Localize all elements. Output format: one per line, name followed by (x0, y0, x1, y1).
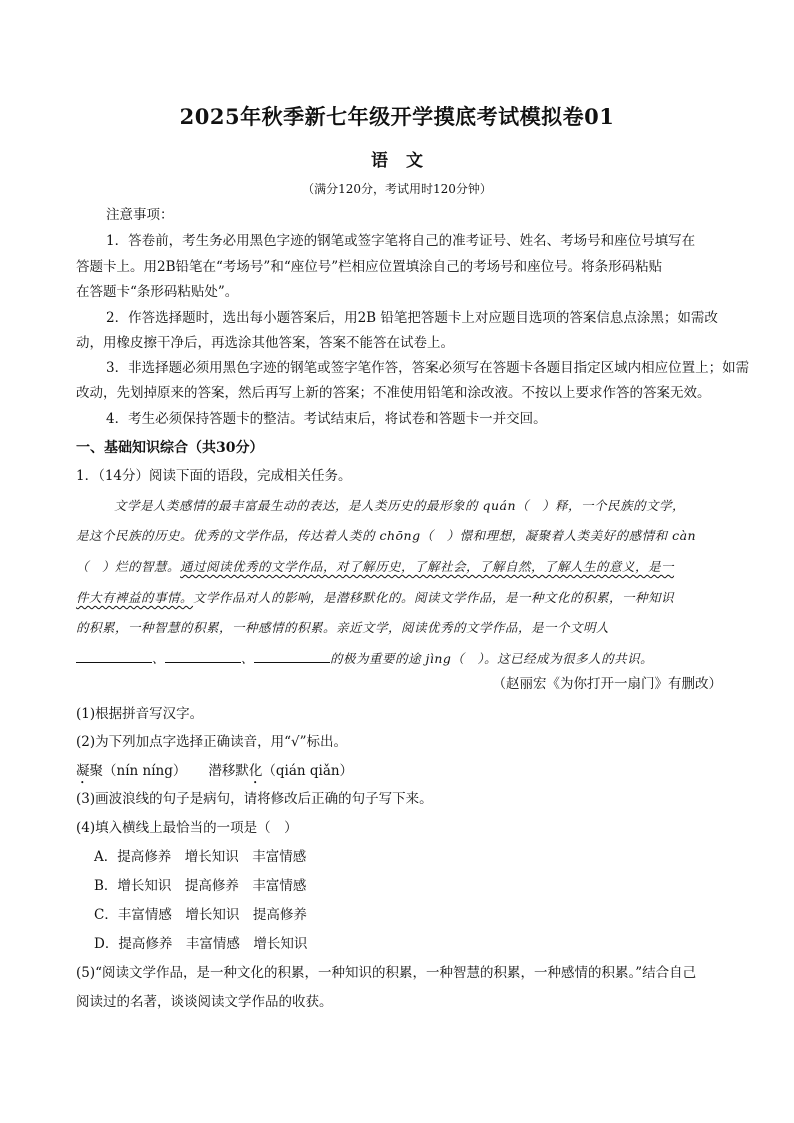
notice-line: 2．作答选择题时，选出每小题答案后，用2B 铅笔把答题卡上对应题目选项的答案信息点涂黑；如需改 (106, 310, 718, 326)
passage-line: 是这个民族的历史。优秀的文学作品，传达着人类的 chōng（ ）憬和理想，凝聚着人类美好的感情和 càn (76, 528, 697, 543)
notice-line: 改动，先划掉原来的答案，然后再写上新的答案；不准使用铅笔和涂改液。不按以上要求作答的答案无效。 (76, 385, 711, 401)
question-intro: 1．（14分）阅读下面的语段，完成相关任务。 (76, 468, 352, 484)
answer-blank[interactable] (76, 648, 152, 663)
exam-title: 2025年秋季新七年级开学摸底考试模拟卷01 (179, 104, 615, 129)
task-3: (3)画波浪线的句子是病句，请将修改后正确的句子写下来。 (76, 791, 433, 807)
notice-line: 动，用橡皮擦干净后，再选涂其他答案，答案不能答在试卷上。 (76, 335, 454, 351)
subject-heading: 语文 (371, 151, 441, 171)
notice-heading: 注意事项： (106, 207, 174, 223)
wavy-sentence: 通过阅读优秀的文学作品，对了解历史，了解社会，了解自然，了解人生的意义，是一 (180, 559, 675, 574)
passage-line: 、 、 的极为重要的途 jìng（ ）。这已经成为很多人的共识。 (76, 648, 722, 668)
notice-line: 4．考生必须保持答题卡的整洁。考试结束后，将试卷和答题卡一并交回。 (106, 411, 547, 427)
answer-blank[interactable] (165, 648, 241, 663)
notice-line: 在答题卡“条形码粘贴处”。 (76, 284, 239, 300)
passage-source: （赵丽宏《为你打开一扇门》有删改） (492, 676, 722, 692)
section-heading: 一、基础知识综合（共30分） (76, 440, 264, 456)
task-4: (4)填入横线上最恰当的一项是（ ） (76, 820, 298, 836)
passage-line: 的积累，一种智慧的积累，一种感情的积累。亲近文学，阅读优秀的文学作品，是一个文明人 (76, 620, 610, 635)
exam-meta: （满分120分，考试用时120分钟） (302, 182, 492, 196)
notice-line: 1．答卷前，考生务必用黑色字迹的钢笔或签字笔将自己的准考证号、姓名、考场号和座位号填写在 (106, 233, 696, 249)
answer-blank[interactable] (254, 648, 330, 663)
passage-line: 件大有裨益的事情。文学作品对人的影响，是潜移默化的。阅读文学作品，是一种文化的积累，一种知识 (76, 590, 675, 605)
option-a: A．提高修养 增长知识 丰富情感 (94, 849, 307, 865)
passage-line: （ ）烂的智慧。通过阅读优秀的文学作品，对了解历史，了解社会，了解自然，了解人生的意义，是一 (76, 559, 675, 574)
notice-line: 答题卡上。用2B铅笔在“考场号”和“座位号”栏相应位置填涂自己的考场号和座位号。将条形码粘贴 (76, 259, 663, 275)
option-d: D．提高修养 丰富情感 增长知识 (94, 936, 308, 952)
task-5-cont: 阅读过的名著，谈谈阅读文学作品的收获。 (76, 994, 333, 1010)
task-5: (5)“阅读文学作品，是一种文化的积累，一种知识的积累，一种智慧的积累，一种感情的积累。”结合自己 (76, 965, 697, 981)
notice-line: 3．非选择题必须用黑色字迹的钢笔或签字笔作答，答案必须写在答题卡各题目指定区域内相应位置上；如需 (106, 360, 750, 376)
task-2: (2)为下列加点字选择正确读音，用“√”标出。 (76, 734, 348, 750)
option-b: B．增长知识 提高修养 丰富情感 (94, 878, 307, 894)
passage-line: 文学是人类感情的最丰富最生动的表达，是人类历史的最形象的 quán（ ）释，一个民族的文学， (114, 498, 686, 513)
task-1: (1)根据拼音写汉字。 (76, 706, 204, 722)
wavy-sentence: 件大有裨益的事情。 (76, 590, 194, 605)
option-c: C．丰富情感 增长知识 提高修养 (94, 907, 307, 923)
task-2-items: 凝聚（nín níng） 潜移默化（qián qiǎn） (76, 763, 354, 779)
